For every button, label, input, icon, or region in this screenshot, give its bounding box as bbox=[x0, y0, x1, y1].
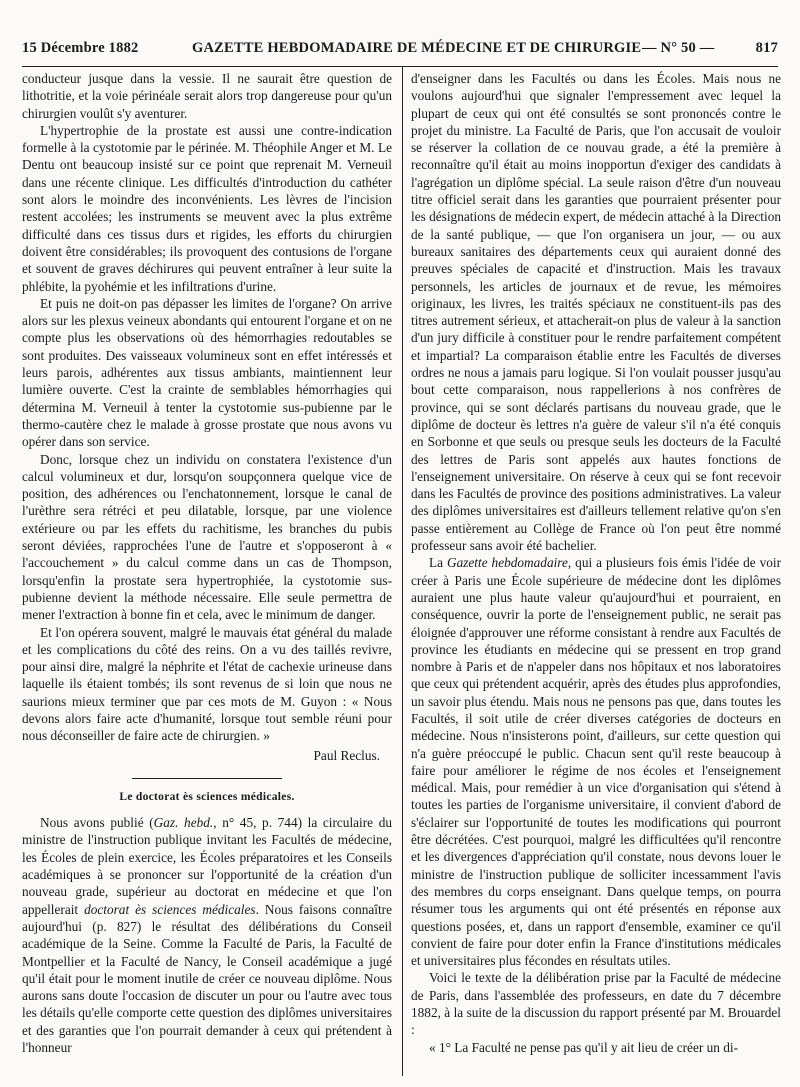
paragraph: L'hypertrophie de la prostate est aussi une contre-indication formelle à la cystotomie par le périnée. M. Théophile Anger et M. Le Dentu ont beaucoup insisté sur ce point que reprenait M. Verneuil dans une récente clinique. Les difficultés d'introduction du cathéter sont alors le moindre des inconvénients. Les lèvres de l'incision restent accolées; les instruments se meuvent avec la plus extrême difficulté dans ces tissus durs et rigides, les efforts du chirurgien doivent être considérables; ils provoquent des contusions de l'organe et souvent de graves déchirures qui peuvent entraîner à leur suite la phlébite, la pyohémie et les infiltrations d'urine. bbox=[22, 122, 392, 294]
paragraph: « 1° La Faculté ne pense pas qu'il y ait lieu de créer un di- bbox=[429, 1039, 739, 1055]
section-title: Le doctorat ès sciences médicales. bbox=[119, 790, 295, 803]
emphasized-term: doctorat ès sciences médicales bbox=[84, 901, 256, 917]
author-signature: Paul Reclus. bbox=[313, 747, 380, 763]
paragraph: Donc, lorsque chez un individu on constatera l'existence d'un calcul volumineux et dur, lorsqu'on soupçonnera quelque vice de position, des adhérences ou l'enchatonnement, lorsque le canal de l'urèthre sera rétréci et peu dilatable, lorsque, par une violence extérieure ou par les effets du rachitisme, les branches du pubis seront déviées, rapprochées l'une de l'autre et s'opposeront à « l'accouchement » du calcul comme dans un cas de Thompson, lorsqu'enfin la prostate sera hypertrophiée, la cystotomie sus-pubienne devient la méthode nécessaire. Elle seule permettra de mener l'extraction à bonne fin et cela, avec le minimum de danger. bbox=[22, 451, 392, 623]
paragraph bbox=[22, 814, 392, 1056]
text-run: , qui a plusieurs fois émis l'idée de voir créer à Paris une École supérieure de médecine dont les diplômes auraient une plus haute valeur qu'aujourd'hui et pourraient, en conséquence, ouvrir la porte de l'enseignement public, ne serait pas éloignée d'approuver une réforme consistant à rendre aux Facultés de province les étudiants en médecine qui se pressent en trop grand nombre à Paris et de n'appeler dans nos hôpitaux et nos laboratoires que ceux qui prétendent acquérir, après des études plus approfondies, un savoir plus étendu. Mais nous ne pensons pas que, dans toutes les Facultés, il soit utile de créer diverses catégories de docteurs en médecine. Nous n'insisterons point, d'ailleurs, sur cette question qui n'a guère préoccupé le public. Chacun sent qu'il reste beaucoup à faire pour améliorer le régime de nos écoles et l'enseignement médical. Mais, pour remédier à un vice d'organisation qui s'étend à toutes les parties de l'organisme universitaire, il convient d'abord de s'éclairer sur l'opportunité de toutes les modifications qui pourront être décrétées. C'est pourquoi, malgré les difficultées qu'il rencontre et les divergences d'appréciation qu'il constate, nous devons louer le ministre de l'instruction publique de solliciter incessamment l'avis des membres du corps enseignant. Dans quelque temps, on pourra résumer tous les arguments qui ont été présentés en réponse aux questions posées, et, dans un rapport d'ensemble, examiner ce qu'il convient de faire pour doter enfin la France d'institutions médicales et universitaires plus fécondes en résultats utiles. bbox=[411, 555, 782, 969]
page-number: 817 bbox=[755, 40, 778, 56]
issue-date: 15 Décembre 1882 bbox=[22, 40, 139, 56]
paragraph: d'enseigner dans les Facultés ou dans les Écoles. Mais nous ne voulons aujourd'hui que signaler l'empressement avec lequel la plupart de ceux qui ont été consultés se sont prononcés contre le projet du ministre. La Faculté de Paris, que l'on accusait de vouloir se réserver la collation de ce nouvau grade, a été la première à reconnaître qu'il était au moins inopportun d'exiger des candidats à l'agrégation un diplôme spécial. La seule raison d'être d'un nouveau titre officiel serait dans les garanties que pourraient présenter pour les désignations de médecin expert, de médecin attaché à la Direction de la santé publique, — que l'on organisera un jour, — ou aux bureaux sanitaires des départements ceux qui auraient donné des preuves spéciales de capacité et d'instruction. Mais les travaux personnels, les articles de journaux et de revue, les mémoires originaux, les livres, les traités spéciaux ne constituent-ils pas des titres autrement sérieux, et attacherait-on plus de valeur à la sanction d'un jury difficile à constituer pour le rendre parfaitement compétent et impartial? La comparaison établie entre les Facultés de diverses ordres ne nous a jamais paru logique. Si l'on voulait pousser jusqu'au bout cette comparaison, nous rappellerions à nos confrères de province, qui se sont déclarés partisans du nouveau grade, que le diplôme de docteur ès lettres n'a guère de valeur s'il n'a été conquis en Sorbonne et que seuls ou presque seuls les docteurs de la Faculté des lettres de Paris sont appelés aux hautes fonctions de l'enseignement universitaire. On réserve à ceux qui se font recevoir dans les Facultés de province des positions administratives. La valeur des diplômes universitaires est d'ailleurs tellement relative qu'on s'en passe entièrement au Collège de France où l'on peut être nommé professeur sans avoir été bachelier. bbox=[411, 71, 782, 554]
paragraph: conducteur jusque dans la vessie. Il ne saurait être question de lithotritie, et la voie périnéale serait alors trop dangereuse pour qu'un chirurgien voulût s'y aventurer. bbox=[22, 71, 392, 121]
text-run: , n° 45, p. 744) la circulaire du ministre de l'instruction publique invitant les Facultés de médecine, les Écoles de plein exercice, les Écoles préparatoires et les Conseils académiques à se prononcer sur l'opportunité de la création d'un nouveau grade, supérieur au doctorat en médecine et que l'on appellerait bbox=[22, 815, 393, 917]
page-header bbox=[22, 40, 778, 62]
citation: Gaz. hebd. bbox=[153, 815, 214, 831]
paragraph bbox=[411, 554, 781, 969]
text-run: Nous avons publié ( bbox=[40, 815, 154, 831]
right-column bbox=[411, 70, 781, 1056]
journal-title: GAZETTE HEBDOMADAIRE DE MÉDECINE ET DE CHIRURGIE bbox=[192, 40, 642, 56]
text-run: . Nous faisons connaître aujourd'hui (p. 827) le résultat des délibérations du Conseil académique de la Seine. Comme la Faculté de Paris, la Faculté de Montpellier et la Faculté de Nancy, le Conseil académique a jugé qu'il était pour le moment inutile de créer ce nouveau diplôme. Nous aurons sans doute l'occasion de discuter un pour ou l'autre avec tous les détails qu'elle comporte cette question des diplômes universitaires et des garanties que l'on pourrait demander à ceux qui prétendent à l'honneur bbox=[22, 901, 393, 1056]
header-rule bbox=[22, 66, 778, 67]
paragraph: Et puis ne doit-on pas dépasser les limites de l'organe? On arrive alors sur les plexus veineux abondants qui entourent l'organe et on ne compte plus les observations où des hémorrhagies redoutables se sont produites. Des vaisseaux volumineux sont en effet intéressés et leurs parois, adhérentes aux tissus ambiants, maintiennent leur lumière ouverte. C'est la crainte de semblables hémorrhagies qui détermina M. Verneuil à tenter la cystotomie sus-pubienne par le thermo-cautère chez le malade à grosse prostate que nous avons vu opérer dans son service. bbox=[22, 295, 392, 450]
issue-number: — N° 50 — bbox=[642, 40, 715, 56]
section-divider bbox=[132, 778, 282, 779]
paragraph: Et l'on opérera souvent, malgré le mauvais état général du malade et les complications du côté des reins. On a vu des taillés revivre, pour ainsi dire, malgré la néphrite et l'état de cachexie urineuse dans laquelle ils étaient tombés; ils sont revenus de si loin que nous ne saurions mieux terminer que par ces mots de M. Guyon : « Nous devons alors faire acte d'humanité, lorsque tout semble réuni pour nous déconseiller de faire acte de chirurgien. » bbox=[22, 624, 392, 744]
text-run: La bbox=[429, 555, 447, 571]
journal-name: Gazette hebdomadaire bbox=[446, 555, 568, 571]
left-column bbox=[22, 70, 392, 1056]
paragraph: Voici le texte de la délibération prise par la Faculté de médecine de Paris, dans l'assemblée des professeurs, en date du 7 décembre 1882, à la suite de la discussion du rapport présenté par M. Brouardel : bbox=[411, 970, 781, 1038]
column-divider bbox=[402, 66, 403, 1076]
